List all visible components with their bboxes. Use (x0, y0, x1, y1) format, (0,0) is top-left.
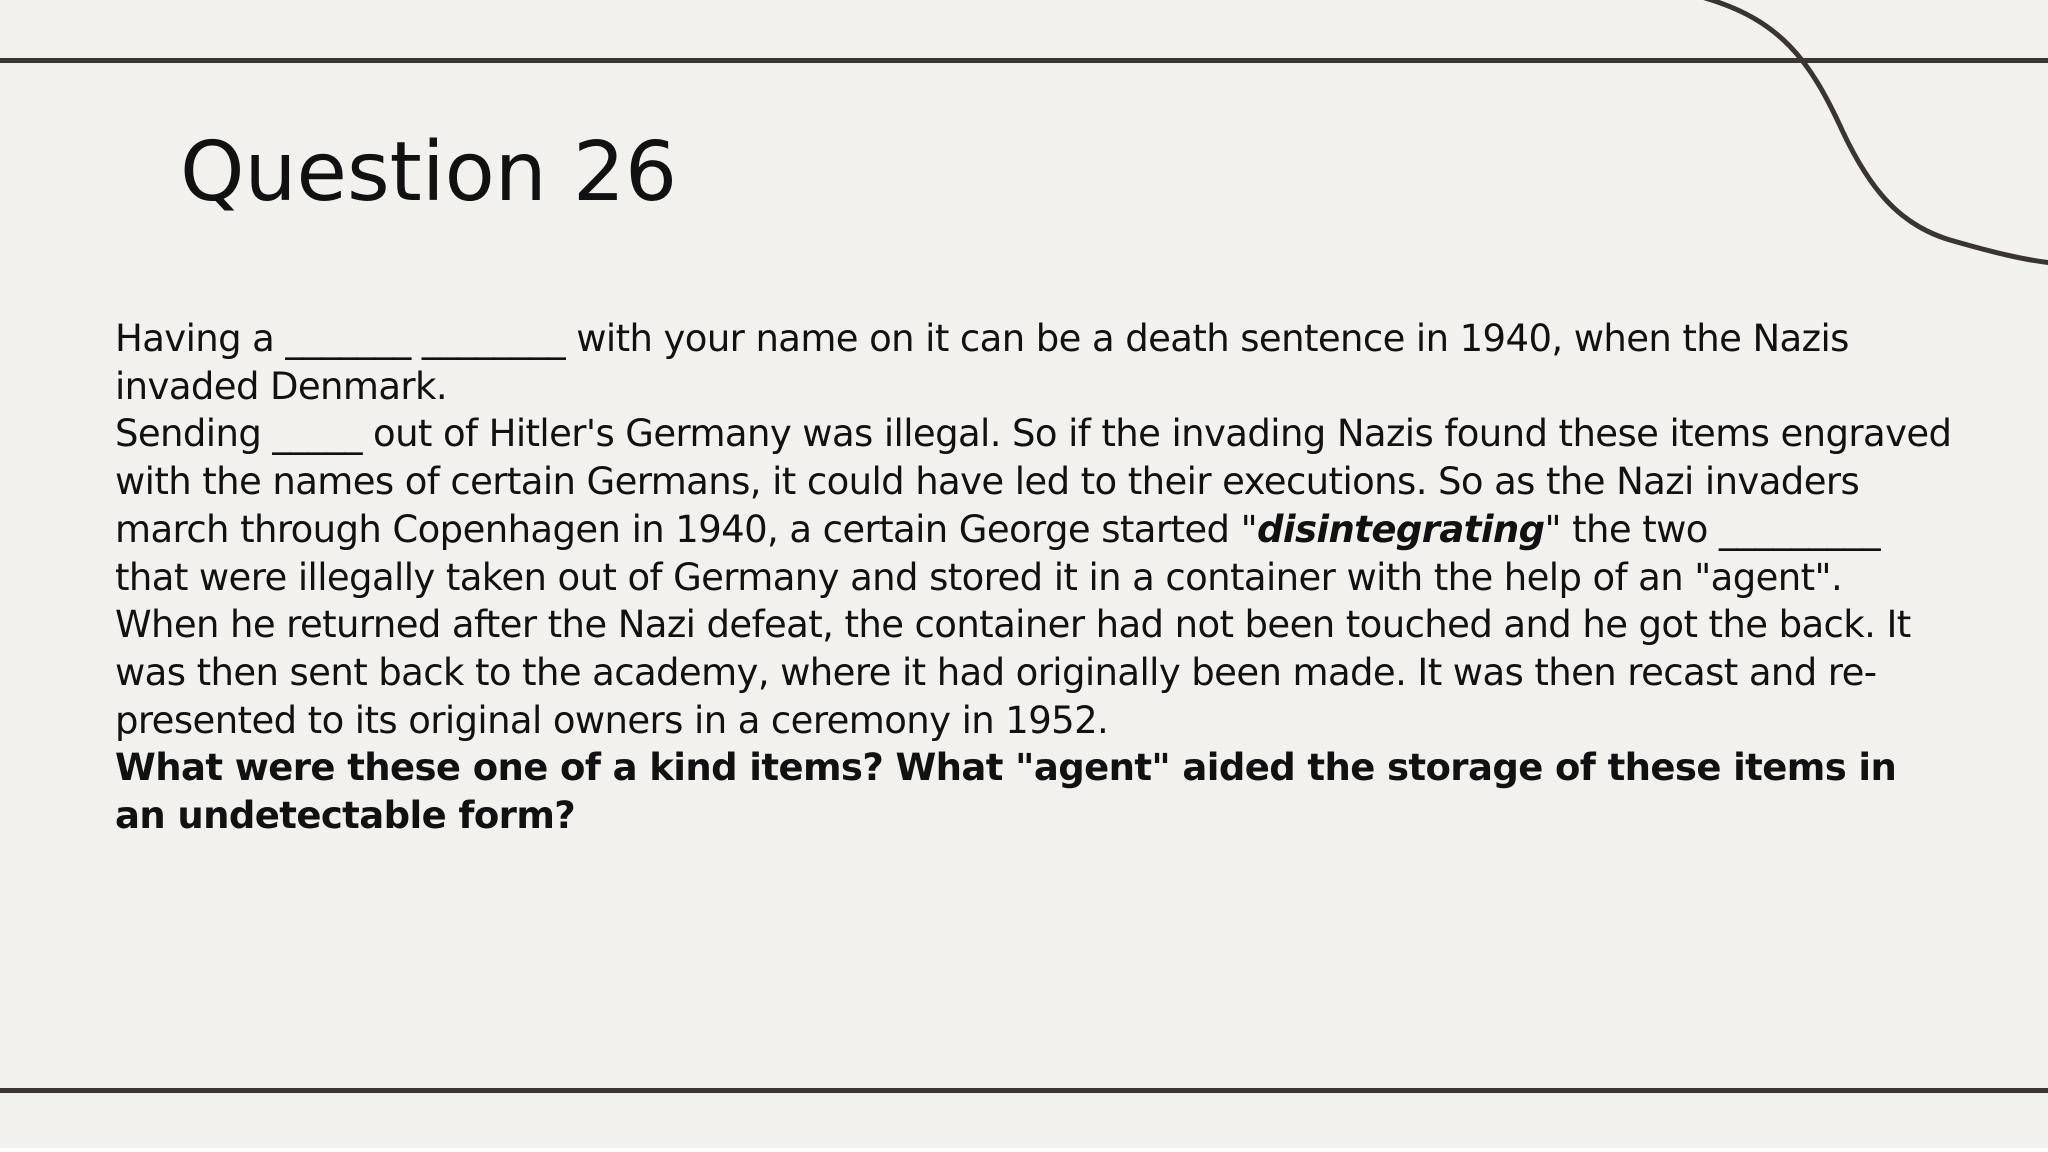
paragraph-intro: Having a _______ ________ with your name on it can be a death sentence in 1940, when the Nazis invaded Denmark. (115, 317, 1849, 408)
paragraph-story (115, 410, 1955, 601)
bottom-divider (0, 1088, 2048, 1093)
bottom-edge (0, 1148, 2048, 1152)
emphasized-word: disintegrating (1257, 507, 1545, 551)
paragraph-story-end: " the two _________ that were illegally taken out of Germany and stored it in a container with the help of an "agent". (115, 507, 1881, 599)
question-body (115, 315, 1955, 840)
decorative-curve-line (1705, 0, 2048, 263)
top-divider (0, 58, 2048, 63)
page-title: Question 26 (180, 125, 678, 220)
paragraph-story-start: Sending _____ out of Hitler's Germany was illegal. So if the invading Nazis found these items engraved with the names of certain Germans, it could have led to their executions. So as the Nazi invaders march through Copenhagen in 1940, a certain George started " (115, 412, 1952, 551)
paragraph-outcome: When he returned after the Nazi defeat, the container had not been touched and he got the back. It was then sent back to the academy, where it had originally been made. It was then recast and re-presented to its original owners in a ceremony in 1952. (115, 603, 1911, 742)
question-prompt: What were these one of a kind items? What "agent" aided the storage of these items in an undetectable form? (115, 746, 1897, 838)
